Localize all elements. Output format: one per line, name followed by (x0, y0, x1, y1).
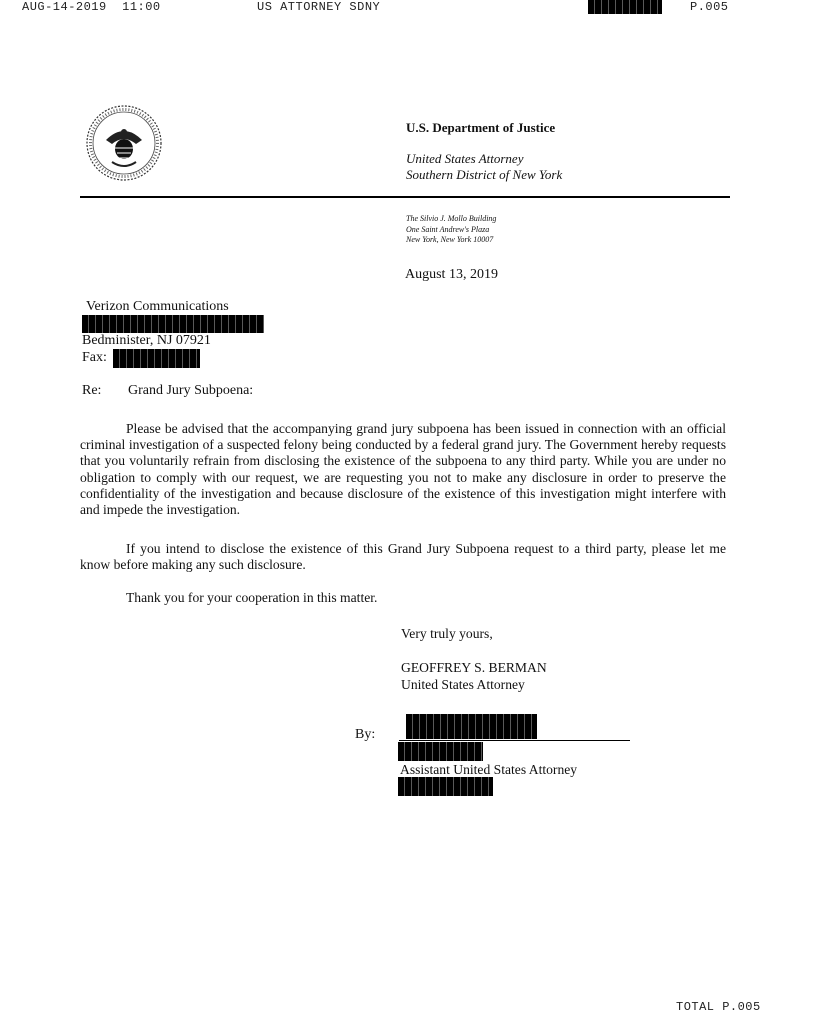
address-line-2: One Saint Andrew's Plaza (406, 224, 490, 234)
subject-text: Grand Jury Subpoena: (128, 383, 254, 398)
body-paragraph-2: If you intend to disclose the existence of this Grand Jury Subpoena request to a third party, please let me know before making any such disclosure. (80, 541, 726, 573)
redaction-block (588, 0, 662, 14)
letterhead-divider (80, 196, 730, 198)
assistant-title: Assistant United States Attorney (400, 762, 578, 777)
fax-total-pages: TOTAL P.005 (676, 1000, 761, 1014)
signer-title: United States Attorney (401, 677, 525, 692)
doj-seal-icon (84, 104, 164, 182)
by-label: By: (355, 727, 376, 742)
office-line-1: United States Attorney (406, 151, 524, 166)
fax-sender: US ATTORNEY SDNY (257, 0, 381, 14)
recipient-name: Verizon Communications (86, 299, 229, 314)
address-line-1: The Silvio J. Mollo Building (406, 214, 497, 223)
redaction-block (113, 349, 200, 368)
office-line-2: Southern District of New York (406, 167, 563, 182)
signer-name: GEOFFREY S. BERMAN (401, 660, 547, 675)
signature-line (399, 740, 630, 741)
closing-salutation: Very truly yours, (401, 626, 493, 641)
recipient-fax-label: Fax: (82, 350, 107, 365)
signature-redaction (406, 714, 537, 739)
redaction-block (398, 777, 493, 796)
department-name: U.S. Department of Justice (406, 120, 556, 135)
fax-page-number: P.005 (690, 0, 729, 14)
redaction-block (398, 742, 483, 761)
recipient-city: Bedminister, NJ 07921 (82, 333, 211, 348)
fax-datetime: AUG-14-2019 11:00 (22, 0, 161, 14)
letter-date: August 13, 2019 (405, 267, 498, 282)
body-paragraph-1: Please be advised that the accompanying grand jury subpoena has been issued in connection with an official criminal investigation of a suspected felony being conducted by a federal grand jury. The Government hereby requests that you voluntarily refrain from disclosing the existence of the subpoena to any third party. While you are under no obligation to comply with our request, we are requesting you not to make any disclosure in order to preserve the confidentiality of the investigation and because disclosure of the existence of this investigation might interfere with and impede the investigation. (80, 421, 726, 518)
body-paragraph-3: Thank you for your cooperation in this matter. (126, 590, 378, 605)
address-line-3: New York, New York 10007 (406, 235, 494, 244)
office-address (406, 214, 496, 246)
subject-label: Re: (82, 383, 102, 398)
redaction-block (82, 315, 264, 333)
